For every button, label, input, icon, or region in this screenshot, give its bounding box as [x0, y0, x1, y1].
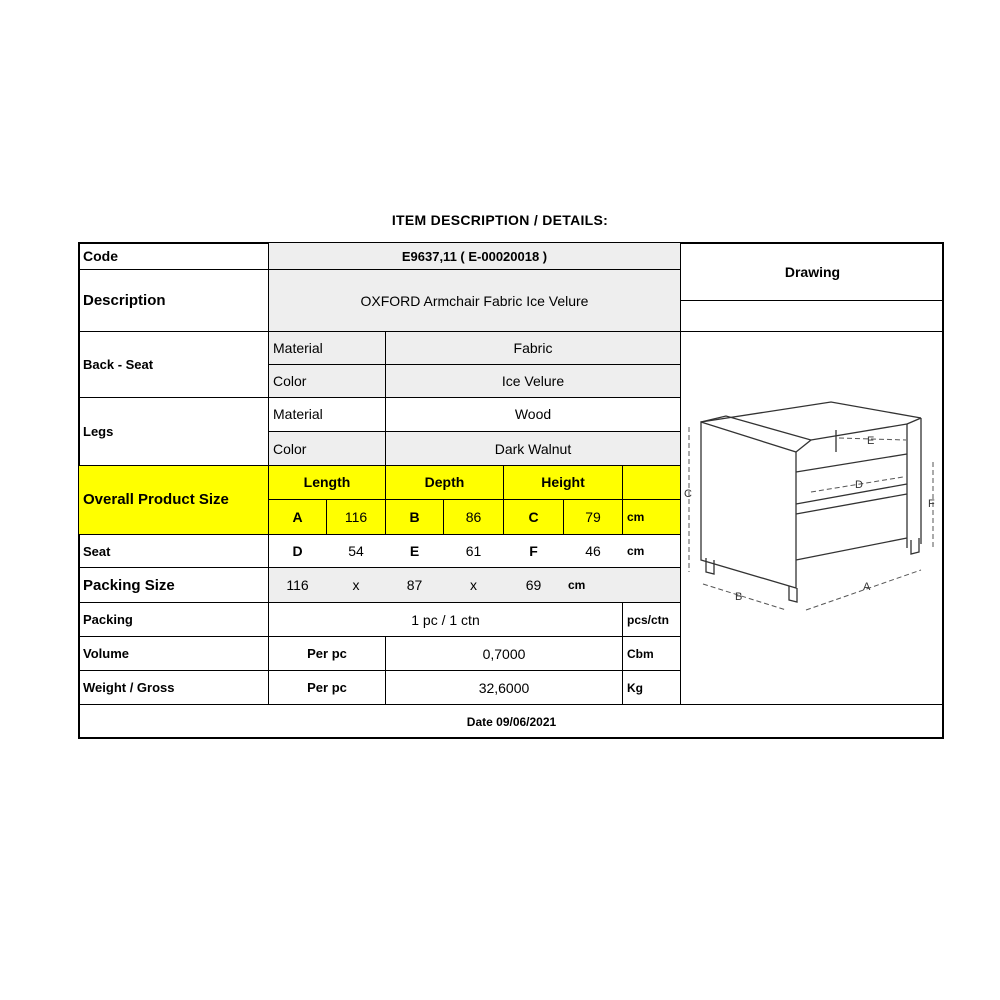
dim-e-value: 61	[465, 543, 482, 559]
weight-label: Weight / Gross	[83, 680, 175, 695]
seat-unit: cm	[627, 544, 645, 558]
packing-size-x1: x	[352, 577, 360, 593]
packing-label: Packing	[83, 612, 133, 627]
weight-per: Per pc	[307, 680, 347, 695]
packing-unit: pcs/ctn	[627, 612, 670, 627]
packing-size-height: 69	[525, 577, 542, 593]
dim-f-value: 46	[585, 543, 601, 559]
legs-color-label: Color	[273, 440, 307, 457]
document-title: ITEM DESCRIPTION / DETAILS:	[391, 212, 609, 228]
dim-e-label: E	[409, 543, 420, 559]
back-seat-color-value: Ice Velure	[501, 372, 565, 389]
diagram-label-d: D	[855, 479, 863, 491]
volume-per: Per pc	[307, 646, 347, 661]
dim-c-label: C	[528, 509, 539, 525]
packing-size-x2: x	[470, 577, 477, 593]
legs-material-label: Material	[273, 406, 323, 422]
packing-value: 1 pc / 1 ctn	[411, 611, 480, 628]
volume-value: 0,7000	[482, 645, 526, 662]
code-value: E9637,11 ( E-00020018 )	[401, 248, 548, 264]
packing-size-unit: cm	[568, 578, 586, 592]
dim-c-value: 79	[585, 509, 601, 525]
dim-b-label: B	[409, 509, 420, 525]
legs-label: Legs	[83, 423, 114, 439]
height-header: Height	[541, 474, 585, 490]
back-seat-material-value: Fabric	[513, 339, 553, 356]
diagram-label-a: A	[863, 581, 871, 593]
seat-label: Seat	[83, 543, 111, 559]
overall-size-label: Overall Product Size	[83, 491, 229, 508]
diagram-label-b: B	[735, 591, 743, 603]
packing-size-label: Packing Size	[83, 576, 175, 594]
dim-a-value: 116	[344, 509, 368, 525]
legs-color-value: Dark Walnut	[494, 440, 572, 457]
diagram-label-f: F	[928, 498, 935, 510]
code-label: Code	[83, 248, 118, 264]
weight-unit: Kg	[627, 680, 643, 695]
drawing-label: Drawing	[784, 263, 841, 280]
dim-d-value: 54	[348, 543, 364, 559]
legs-material-value: Wood	[514, 406, 552, 422]
length-header: Length	[303, 474, 351, 490]
overall-unit: cm	[627, 510, 645, 524]
dim-a-label: A	[292, 509, 303, 525]
diagram-label-c: C	[684, 488, 692, 500]
dim-d-label: D	[292, 543, 303, 559]
packing-size-length: 116	[286, 577, 309, 593]
depth-header: Depth	[424, 474, 465, 490]
armchair-diagram	[681, 332, 943, 704]
dim-f-label: F	[529, 543, 538, 559]
document-date: Date 09/06/2021	[466, 714, 557, 729]
back-seat-color-label: Color	[273, 372, 307, 389]
back-seat-label: Back - Seat	[83, 356, 154, 372]
description-value: OXFORD Armchair Fabric Ice Velure	[360, 292, 589, 309]
volume-label: Volume	[83, 646, 129, 661]
weight-value: 32,6000	[478, 679, 530, 696]
dim-b-value: 86	[465, 509, 482, 525]
back-seat-material-label: Material	[273, 339, 323, 356]
armchair-left-arm	[701, 422, 796, 588]
diagram-label-e: E	[867, 435, 875, 447]
description-label: Description	[83, 292, 166, 309]
volume-unit: Cbm	[627, 646, 654, 661]
packing-size-depth: 87	[406, 577, 423, 593]
